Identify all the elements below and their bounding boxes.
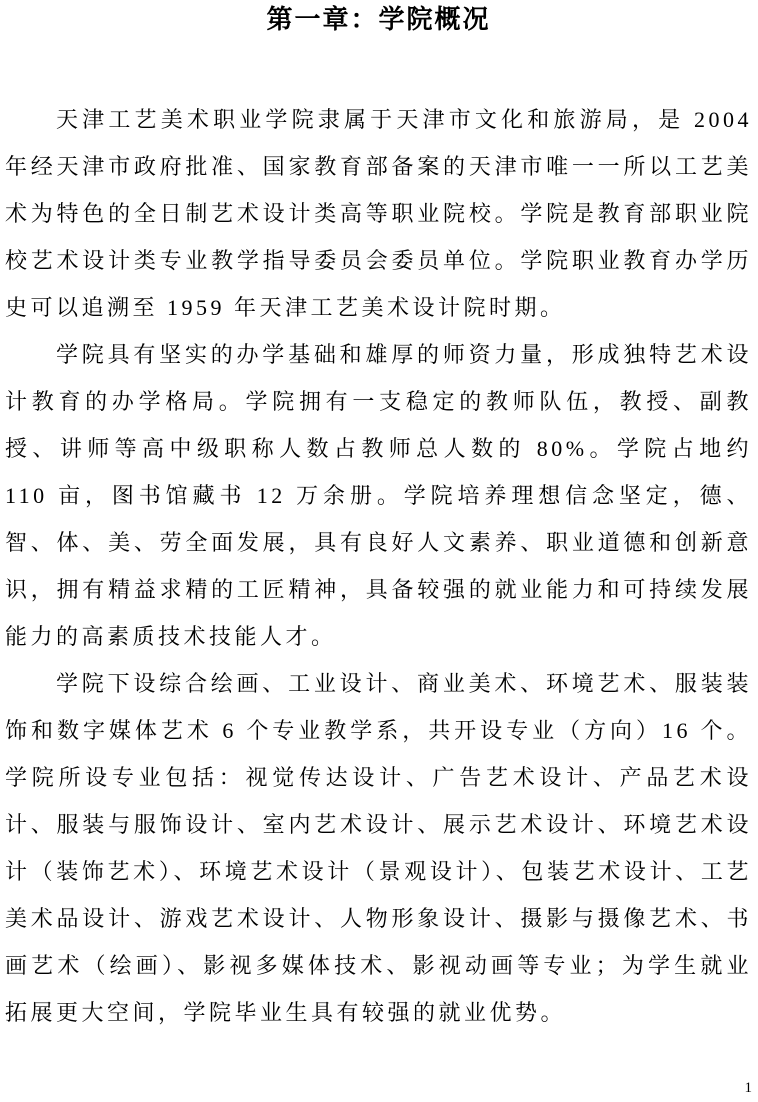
document-body [5,96,752,1036]
chapter-title: 第一章：学院概况 [266,5,491,34]
paragraph-departments-majors: 学院下设综合绘画、工业设计、商业美术、环境艺术、服装装饰和数字媒体艺术 6 个专业教学系，共开设专业（方向）16 个。学院所设专业包括：视觉传达设计、广告艺术设计、产品艺术设计、服装与服饰设计、室内艺术设计、展示艺术设计、环境艺术设计（装饰艺术）、环境艺术设计（景观设计）、包装艺术设计、工艺美术品设计、游戏艺术设计、人物形象设计、摄影与摄像艺术、书画艺术（绘画）、影视多媒体技术、影视动画等专业；为学生就业拓展更大空间，学院毕业生具有较强的就业优势。 [5,671,752,1025]
paragraph-faculty-campus: 学院具有坚实的办学基础和雄厚的师资力量，形成独特艺术设计教育的办学格局。学院拥有一支稳定的教师队伍，教授、副教授、讲师等高中级职称人数占教师总人数的 80%。学院占地约 110 亩，图书馆藏书 12 万余册。学院培养理想信念坚定，德、智、体、美、劳全面发展，具有良好人文素养、职业道德和创新意识，拥有精益求精的工匠精神，具备较强的就业能力和可持续发展能力的高素质技术技能人才。 [5,342,752,649]
page-number: 1 [744,1080,752,1096]
paragraph-college-overview: 天津工艺美术职业学院隶属于天津市文化和旅游局，是 2004 年经天津市政府批准、国家教育部备案的天津市唯一一所以工艺美术为特色的全日制艺术设计类高等职业院校。学院是教育部职业院校艺术设计类专业教学指导委员会委员单位。学院职业教育办学历史可以追溯至 1959 年天津工艺美术设计院时期。 [5,107,752,320]
